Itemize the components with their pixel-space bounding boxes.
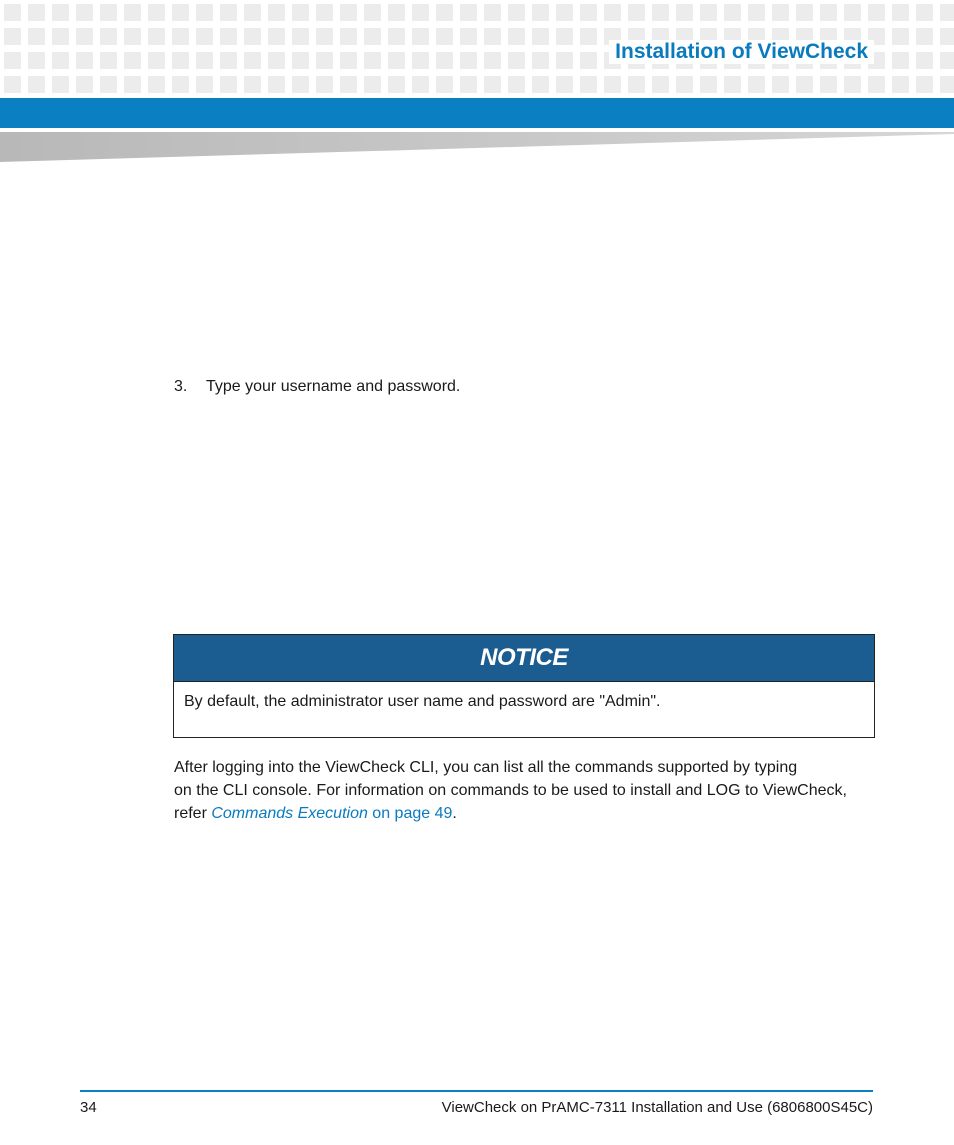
notice-header — [174, 635, 874, 682]
para-end: . — [452, 805, 457, 822]
step-item — [174, 378, 460, 396]
notice-label: NOTICE — [480, 644, 568, 671]
header-gray-wedge — [0, 132, 954, 164]
footer-doc-title: ViewCheck on PrAMC-7311 Installation and Use (6806800S45C) — [441, 1099, 873, 1116]
section-title: Installation of ViewCheck — [609, 40, 874, 64]
body-paragraph — [174, 756, 874, 825]
para-refer-text: refer — [174, 805, 212, 822]
para-line-1: After logging into the ViewCheck CLI, you can list all the commands supported by typing — [174, 759, 798, 776]
para-line-3 — [174, 802, 874, 825]
page-number: 34 — [80, 1099, 97, 1116]
step-number: 3. — [174, 378, 188, 395]
footer-rule — [80, 1090, 873, 1092]
step-text: Type your username and password. — [206, 378, 461, 395]
notice-box — [173, 634, 875, 738]
para-line-2: on the CLI console. For information on commands to be used to install and LOG to ViewCheck, — [174, 782, 847, 799]
commands-execution-link[interactable]: Commands Execution — [211, 805, 368, 822]
notice-text: By default, the administrator user name and password are "Admin". — [184, 693, 661, 710]
page-ref-link[interactable]: on page 49 — [367, 805, 453, 822]
header-blue-bar — [0, 98, 954, 128]
